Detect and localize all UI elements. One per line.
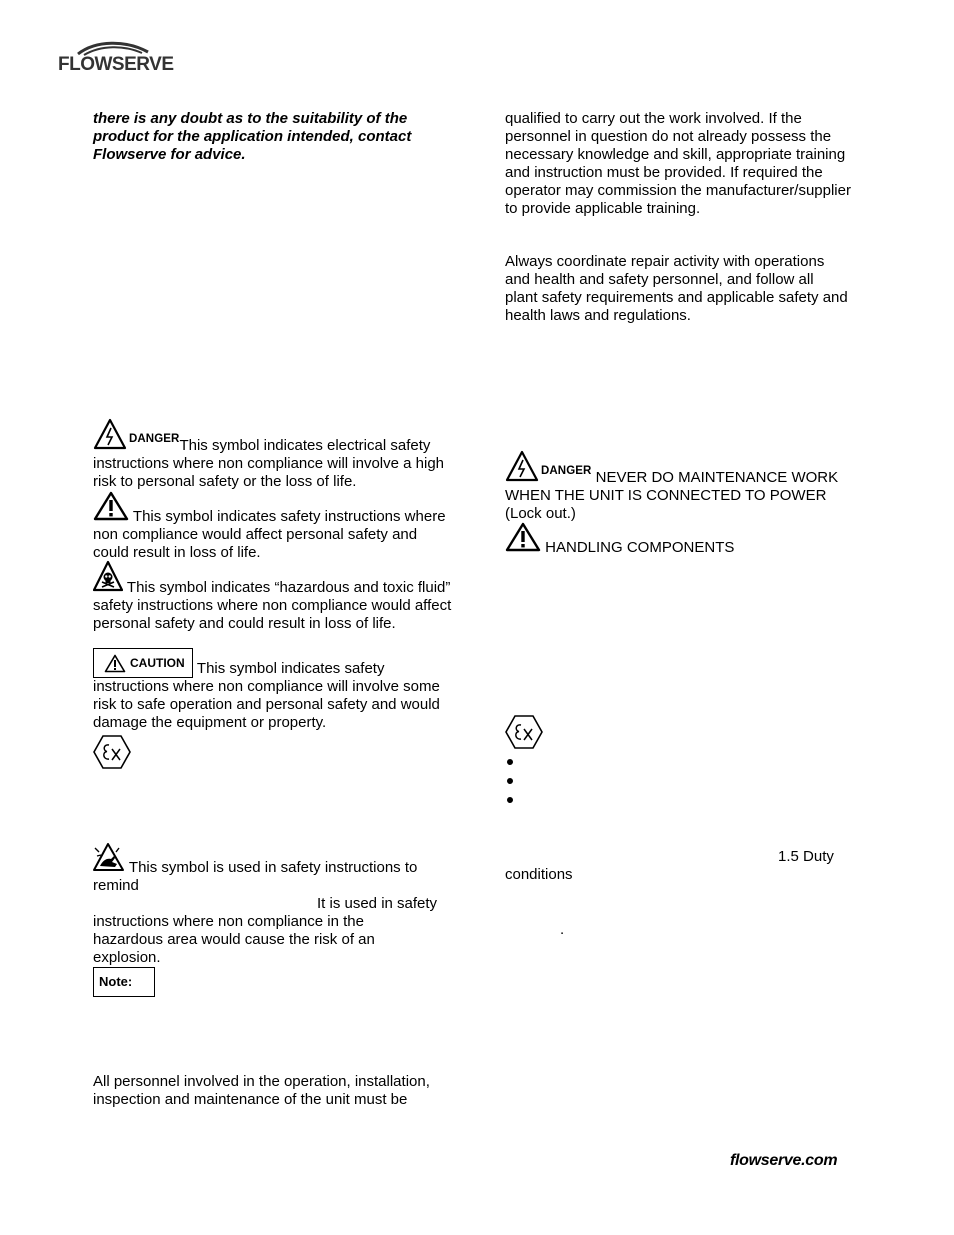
danger-maintenance-block [505,450,860,523]
duty-reference: 1.5 Duty [778,848,834,865]
period-text: . [560,921,565,938]
qualified-text: qualified to carry out the work involved. If the personnel in question do not already possess the necessary knowledge and skill, appropriate training and instruction must be provided. If required the operator may commission the manufacturer/supplier to provide applicable training. [505,110,851,217]
warning-block [93,491,453,562]
caution-warning-icon [104,654,126,673]
flowserve-logo [56,40,172,82]
esd-text-rest: instructions where non compliance in the hazardous area would cause the risk of an explosion. [93,913,375,966]
handling-text: HANDLING COMPONENTS [545,539,735,556]
handling-block [505,522,865,557]
esd-text-line1: This symbol is used in safety instructions to [128,859,418,876]
note-label: Note: [93,967,155,997]
warning-icon [93,491,129,526]
esd-block [93,842,453,877]
danger-electrical-text: This symbol indicates electrical safety instructions where non compliance will involve a high risk to personal safety or the loss of life. [93,437,445,490]
danger-label: DANGER [129,433,180,445]
esd-text-line3: It is used in safety [317,895,438,912]
caution-text: This symbol indicates safety instructions where non compliance will involve some risk to safe operation and personal safety and would damage the equipment or property. [93,660,440,731]
caution-label: CAUTION [130,656,185,670]
coordinate-text: Always coordinate repair activity with operations and health and safety personnel, and follow all plant safety requirements and applicable safety and health laws and regulations. [505,253,848,324]
esd-text-line2: remind [93,877,139,894]
warning-icon [505,522,541,557]
esd-hand-icon [93,842,125,877]
conditions-text: conditions [505,866,573,883]
caution-block [93,648,453,732]
maintenance-text: NEVER DO MAINTENANCE WORK WHEN THE UNIT IS CONNECTED TO POWER (Lock out.) [505,469,839,522]
bullet-icon [507,778,515,786]
bullet-icon [507,797,515,805]
intro-bold-text: there is any doubt as to the suitability of the product for the application intended, contact Flowserve for advice. [93,110,412,163]
caution-badge [93,648,193,678]
bullet-icon [507,759,515,767]
electrical-hazard-icon [505,450,539,487]
danger-electrical-block [93,418,453,491]
toxic-skull-icon [93,560,123,597]
footer-website-link[interactable]: flowserve.com [730,1152,838,1169]
toxic-block [93,560,453,633]
personnel-text: All personnel involved in the operation, installation, inspection and maintenance of the unit must be [93,1073,430,1108]
logo-text: FLOWSERVE [58,54,174,75]
note-badge [93,967,155,997]
danger-label: DANGER [541,465,592,477]
toxic-text: This symbol indicates “hazardous and toxic fluid” safety instructions where non compliance would affect personal safety and could result in loss of life. [93,579,452,632]
warning-text: This symbol indicates safety instructions where non compliance would affect personal safety and could result in loss of life. [93,508,446,561]
ex-explosion-icon-right [505,715,543,754]
electrical-hazard-icon [93,418,127,455]
ex-explosion-icon-left [93,735,131,774]
